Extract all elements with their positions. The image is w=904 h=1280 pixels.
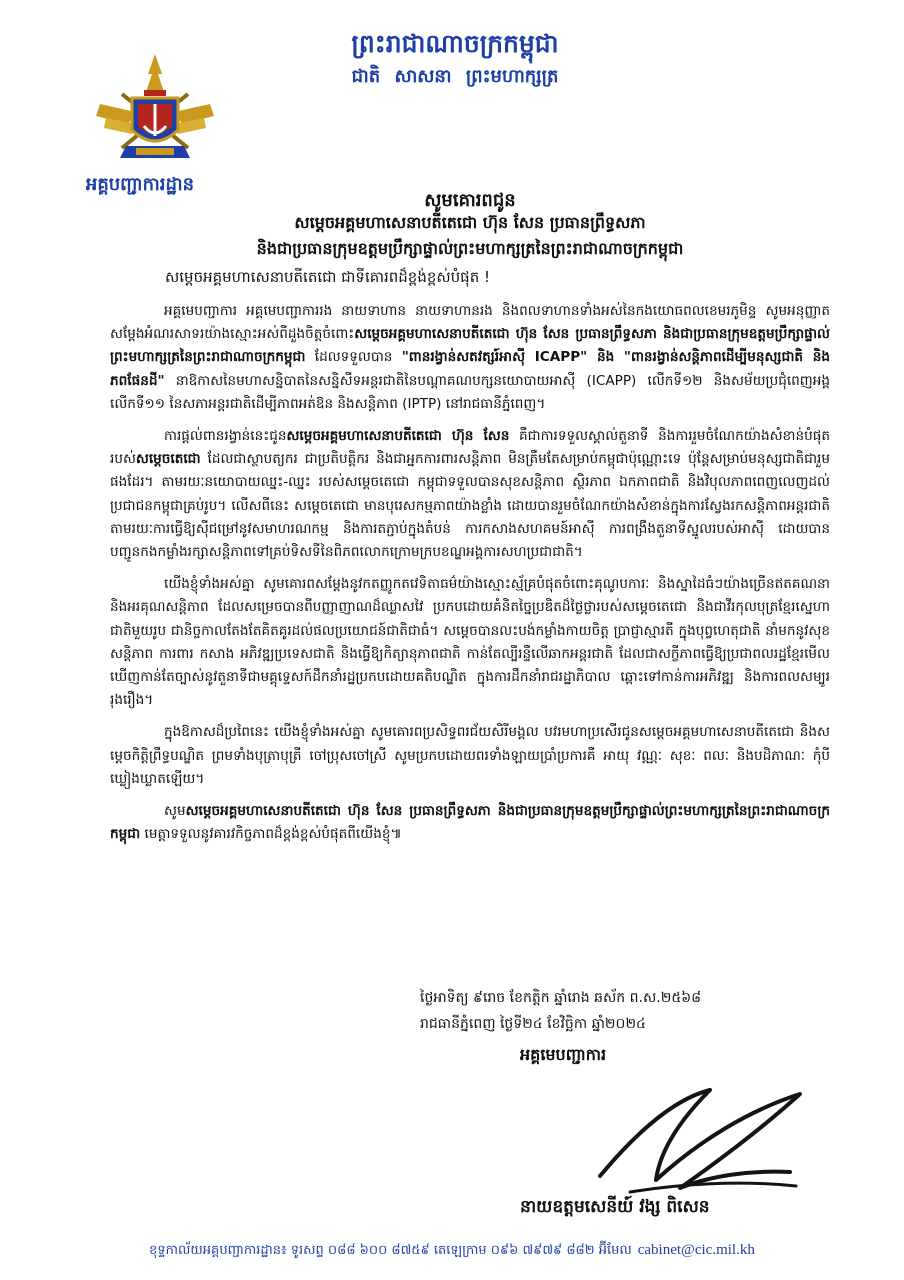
kingdom-title: ព្រះរាជាណាចក្រកម្ពុជា: [351, 29, 559, 58]
letter-body: [110, 300, 830, 855]
national-motto: ជាតិ សាសនា ព្រះមហាក្សត្រ: [351, 66, 559, 87]
footer-contact: [28, 1242, 876, 1261]
paragraph-2-honoree: សម្តេចអគ្គមហាសេនាបតីតេជោ ហ៊ុន សែន: [286, 428, 510, 445]
paragraph-5-honoree: សម្តេចអគ្គមហាសេនាបតីតេជោ ហ៊ុន សែន ប្រធានព្រឹទ្ធសភា និងជាប្រធានក្រុមឧត្តមប្រឹក្សាផ្ទាល់ព្រះមហាក្សត្រនៃព្រះរាជាណាចក្រកម្ពុជា: [110, 803, 830, 843]
paragraph-1-honoree: សម្តេចអគ្គមហាសេនាបតីតេជោ ហ៊ុន សែន ប្រធានព្រឹទ្ធសភា និងជាប្រធានក្រុមឧត្តមប្រឹក្សាផ្ទាល់ព្រះមហាក្សត្រនៃព្រះរាជាណាចក្រកម្ពុជា: [110, 326, 830, 366]
paragraph-1-intro: អគ្គមេបញ្ជាការ អគ្គមេបញ្ជាការរង នាយទាហាន នាយទាហានរង និងពលទាហានទាំងអស់នៃកងយោធពលខេមរភូមិន្ទ សូមអនុញ្ញាតសម្តែងអំណរសាទរយ៉ាងស្មោះអស់ពីដួងចិត្តចំពោះ: [110, 303, 830, 343]
paragraph-5-closing: មេត្តាទទួលនូវគារវកិច្ចភាពដ៏ខ្ពង់ខ្ពស់បំផុតពីយើងខ្ញុំ៕: [140, 826, 402, 843]
paragraph-5-intro: សូម: [164, 803, 186, 820]
paragraph-2: [110, 425, 830, 564]
paragraph-2-role: គឺជាការទទួលស្គាល់តួនាទី និងការរួមចំណែកយ៉ាងសំខាន់បំផុតរបស់: [110, 428, 830, 468]
paragraph-2-body: ដែលជាស្ថាបត្យករ ជាប្រតិបត្តិករ និងជាអ្នកការពារសន្តិភាព មិនត្រឹមតែសម្រាប់កម្ពុជាប៉ុណ្ណោះទេ ប៉ុន្តែសម្រាប់មនុស្សជាតិជារួមផងដែរ។ តាមរយៈនយោបាយឈ្នះ-ឈ្នះ របស់សម្តេចតេជោ កម្ពុជាទទួលបានសុខសន្តិភាព ស្ថិរភាព ឯកភាពជាតិ និងវិបុលភាពពេញលេញដល់ប្រជាជនកម្ពុជាគ្រប់រូប។ លើសពីនេះ សម្តេចតេជោ មានបុរេសកម្មភាពយ៉ាងខ្លាំង ដោយបានរួមចំណែកយ៉ាងសំខាន់ក្នុងការស្វែងរកសន្តិភាពអន្តរជាតិ តាមរយៈការធ្វើឱ្យស៊ីជម្រៅនូវសមាហរណកម្ម និងការតភ្ជាប់ក្នុងតំបន់ ការកសាងសហគមន៍អាស៊ី ការពង្រឹងតួនាទីស្នូលរបស់អាស៊ី ដោយបានបញ្ជូនកងកម្លាំងរក្សាសន្តិភាពទៅគ្រប់ទិសទីនៃពិភពលោកក្រោមក្របខណ្ឌអង្គការសហប្រជាជាតិ។: [110, 451, 830, 561]
solar-date: រាជធានីភ្នំពេញ ថ្ងៃទី២៤ ខែវិច្ឆិកា ឆ្នាំ២០២៤: [420, 1016, 646, 1032]
paragraph-1-occasion: នាឱកាសនៃមហាសន្និបាតនៃសន្និសីទអន្តរជាតិនៃបណ្តាគណបក្សនយោបាយអាស៊ី (ICAPP) លើកទី១២ និងសម័យប្រជុំពេញអង្គលើកទី១១ នៃសភាអន្តរជាតិដើម្បីភាពអត់ឱន និងសន្តិភាព (IPTP) នៅរាជធានីភ្នំពេញ។: [110, 372, 830, 412]
signer-name: នាយឧត្តមសេនីយ៍ វង្ស ពិសេន: [520, 1197, 710, 1217]
paragraph-1-received: ដែលទទួលបាន: [305, 349, 402, 366]
signer-title: អគ្គមេបញ្ជាការ: [520, 1045, 607, 1064]
addressee-name: សម្តេចអគ្គមហាសេនាបតីតេជោ ហ៊ុន សែន ប្រធានព្រឹទ្ធសភា: [294, 213, 646, 232]
paragraph-1: [110, 300, 830, 416]
paragraph-1-awards: "ពានរង្វាន់សតវត្សរ៍អាស៊ី ICAPP" និង "ពានរង្វាន់សន្តិភាពដើម្បីមនុស្សជាតិ និងភពផែនដី": [110, 349, 830, 389]
organization-name: អគ្គបញ្ជាការដ្ឋាន: [85, 174, 195, 195]
rcaf-emblem-icon: [92, 52, 218, 168]
addressee-position: និងជាប្រធានក្រុមឧត្តមប្រឹក្សាផ្ទាល់ព្រះមហាក្សត្រនៃព្រះរាជាណាចក្រកម្ពុជា: [256, 239, 684, 258]
footer-contact-text: ខុទ្ទកាល័យអគ្គបញ្ជាការដ្ឋាន៖ ទូរសព្ទ ០៨៨ ៦០០ ៨៧៥៩ តេឡេក្រាម ០៩៦ ៧៩៧៩ ៨៨២ អ៊ីមែល: [149, 1243, 632, 1258]
footer-email-link[interactable]: cabinet@cic.mil.kh: [637, 1242, 755, 1258]
paragraph-3: យើងខ្ញុំទាំងអស់គ្នា សូមគោរពសម្តែងនូវកតញ្ញូកតវេទិតាធម៌យ៉ាងស្មោះស្ម័គ្របំផុតចំពោះគុណូបការៈ និងស្នាដៃធំៗយ៉ាងច្រើនឥតគណនា និងអរគុណសន្តិភាព ដែលសម្រេចបានពីបញ្ញាញាណដ៏ឈ្លាសវៃ ប្រកបដោយគំនិតច្នៃប្រឌិតដ៏ថ្លៃថ្លារបស់សម្តេចតេជោ និងជាវីរកុលបុត្រខ្មែរស្នេហាជាតិមួយរូប ជានិច្ចកាលតែងតែគិតគូរដល់ផលប្រយោជន៍ជាតិជាធំ។ សម្តេចបានលះបង់កម្លាំងកាយចិត្ត ប្រាជ្ញាស្មារតី ក្នុងបុព្វហេតុជាតិ នាំមកនូវសុខសន្តិភាព ការពារ កសាង អភិវឌ្ឍប្រទេសជាតិ និងធ្វើឱ្យកិត្យានុភាពជាតិ កាន់តែល្បីរន្ទឺលើឆាកអន្តរជាតិ ដែលជាសក្ខីភាពធ្វើឱ្យប្រជាពលរដ្ឋខ្មែរមើលឃើញកាន់តែច្បាស់នូវតួនាទីជាមគ្គុទ្ទេសក៍ដឹកនាំរដ្ឋប្រកបដោយគតិបណ្ឌិត ក្នុងការដឹកនាំរាជរដ្ឋាភិបាល ឆ្ពោះទៅកាន់ការអភិវឌ្ឍ និងការពលសម្បូររុងរឿង។: [110, 576, 831, 709]
paragraph-2-techo: សម្តេចតេជោ: [135, 451, 201, 468]
paragraph-5: [110, 800, 830, 846]
paragraph-2-intro: ការផ្តល់ពានរង្វាន់នេះជូន: [164, 428, 287, 445]
handwritten-signature: [560, 1080, 820, 1210]
paragraph-4: ក្នុងឱកាសដ៏ប្រពៃនេះ យើងខ្ញុំទាំងអស់គ្នា សូមគោរពប្រសិទ្ធពរជ័យសិរីមង្គល បវរមហាប្រសើរជូនសម្តេចអគ្គមហាសេនាបតីតេជោ និងសម្តេចកិត្តិព្រឹទ្ធបណ្ឌិត ព្រមទាំងបុត្រាបុត្រី ចៅប្រុសចៅស្រី សូមប្រកបដោយពរទាំងឡាយប្រាំប្រការគឺ អាយុ វណ្ណៈ សុខៈ ពលៈ និងបដិភាណៈ កុំបីឃ្លៀងឃ្លាតឡើយ។: [110, 724, 830, 787]
lunar-date: ថ្ងៃអាទិត្យ ៩រោច ខែកត្តិក ឆ្នាំរោង ឆស័ក ព.ស.២៥៦៨: [420, 990, 702, 1006]
addressee-greeting: សូមគោរពជូន: [424, 190, 516, 211]
salutation: សម្តេចអគ្គមហាសេនាបតីតេជោ ជាទីគោរពដ៏ខ្ពង់ខ្ពស់បំផុត !: [165, 268, 490, 286]
